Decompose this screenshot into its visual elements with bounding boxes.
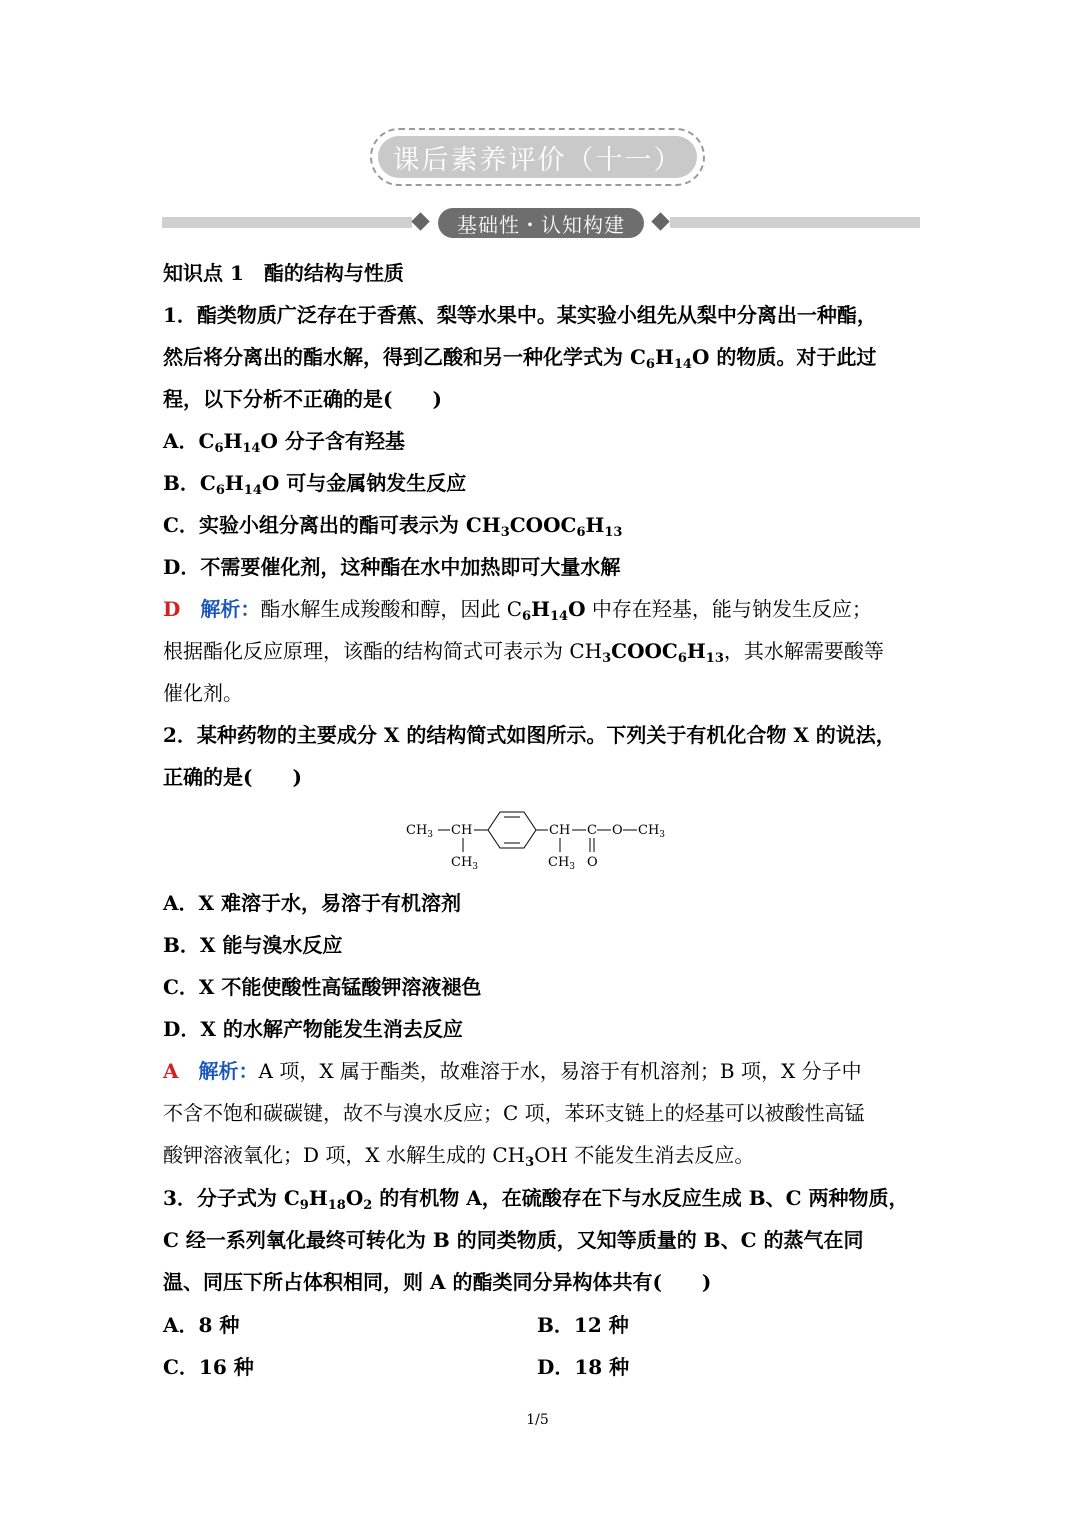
q1-answer: D	[163, 597, 181, 621]
explanation-label: 解析：	[200, 597, 261, 621]
q3-stem-line2: C 经一系列氧化最终可转化为 B 的同类物质，又知等质量的 B、C 的蒸气在同	[163, 1228, 864, 1252]
q2-option-a: A．X 难溶于水，易溶于有机溶剂	[163, 891, 461, 915]
q1-option-a: A．$C_6H_{14}O$ 分子含有羟基	[163, 429, 405, 456]
q2-option-d: D．X 的水解产物能发生消去反应	[163, 1017, 463, 1041]
formula-o-double: O	[587, 855, 598, 870]
q3-option-c: C．16 种	[163, 1355, 254, 1379]
q3-option-b: B．12 种	[537, 1313, 629, 1337]
q2-option-c: C．X 不能使酸性高锰酸钾溶液褪色	[163, 975, 482, 999]
q2-answer: A	[163, 1059, 179, 1083]
q1-explanation-line2: 根据酯化反应原理，该酯的结构简式可表示为 $CH_3COOC_6H_{13}$，其水解需要酸等	[163, 639, 884, 666]
formula-ch3-end: $CH_3$	[638, 823, 666, 840]
q2-explanation-line1: A 解析：A 项，X 属于酯类，故难溶于水，易溶于有机溶剂；B 项，X 分子中	[163, 1059, 862, 1083]
q2-stem-line2: 正确的是( )	[163, 765, 302, 789]
q3-stem-line1: 3．分子式为 $C_9H_{18}O_2$ 的有机物 A，在硫酸存在下与水反应生成 B、C 两种物质，	[163, 1186, 909, 1213]
q2-option-b: B．X 能与溴水反应	[163, 933, 343, 957]
formula-o: O	[612, 823, 623, 838]
q1-stem-line1: 1．酯类物质广泛存在于香蕉、梨等水果中。某实验小组先从梨中分离出一种酯，	[163, 303, 877, 327]
formula-c: C	[587, 823, 597, 838]
diamond-icon	[411, 212, 429, 230]
explanation-label: 解析：	[198, 1059, 259, 1083]
formula-ch: CH	[451, 823, 473, 838]
formula-ch3-sub: $CH_3$	[451, 855, 479, 872]
page-number: 1/5	[526, 1412, 549, 1428]
q1-explanation-line1: D 解析：酯水解生成羧酸和醇，因此 $C_6H_{14}O$ 中存在羟基，能与钠发生反应；	[163, 597, 872, 624]
q1-option-c: C．实验小组分离出的酯可表示为 $CH_3COOC_6H_{13}$	[163, 513, 623, 540]
q1-option-b: B．$C_6H_{14}O$ 可与金属钠发生反应	[163, 471, 467, 498]
banner-line-right	[670, 217, 920, 228]
q3-stem-line3: 温、同压下所占体积相同，则 A 的酯类同分异构体共有( )	[163, 1270, 712, 1294]
knowledge-point-heading: 知识点 1 酯的结构与性质	[163, 261, 404, 285]
q1-stem-line2: 然后将分离出的酯水解，得到乙酸和另一种化学式为 $C_6H_{14}O$ 的物质。对于此过	[163, 345, 877, 372]
q3-option-d: D．18 种	[537, 1355, 630, 1379]
q3-option-a: A．8 种	[163, 1313, 240, 1337]
page-title: 课后素养评价（十一）	[378, 136, 697, 178]
section-title: 基础性・认知构建	[438, 208, 644, 238]
formula-ch3: $CH_3$	[406, 823, 434, 840]
q2-explanation-line3: 酸钾溶液氧化；D 项，X 水解生成的 $CH_3OH$ 不能发生消去反应。	[163, 1143, 755, 1170]
q1-option-d: D．不需要催化剂，这种酯在水中加热即可大量水解	[163, 555, 621, 579]
diamond-icon	[651, 212, 669, 230]
q1-explanation-line3: 催化剂。	[163, 681, 243, 705]
section-banner	[162, 208, 920, 238]
title-frame	[370, 128, 705, 186]
structural-formula	[400, 808, 680, 880]
banner-line-left	[162, 217, 412, 228]
q2-stem-line1: 2．某种药物的主要成分 X 的结构简式如图所示。下列关于有机化合物 X 的说法，	[163, 723, 896, 747]
q2-explanation-line2: 不含不饱和碳碳键，故不与溴水反应；C 项，苯环支链上的烃基可以被酸性高锰	[163, 1101, 865, 1125]
formula-ch-2: CH	[549, 823, 571, 838]
formula-ch3-sub2: $CH_3$	[548, 855, 576, 872]
q1-stem-line3: 程，以下分析不正确的是( )	[163, 387, 442, 411]
